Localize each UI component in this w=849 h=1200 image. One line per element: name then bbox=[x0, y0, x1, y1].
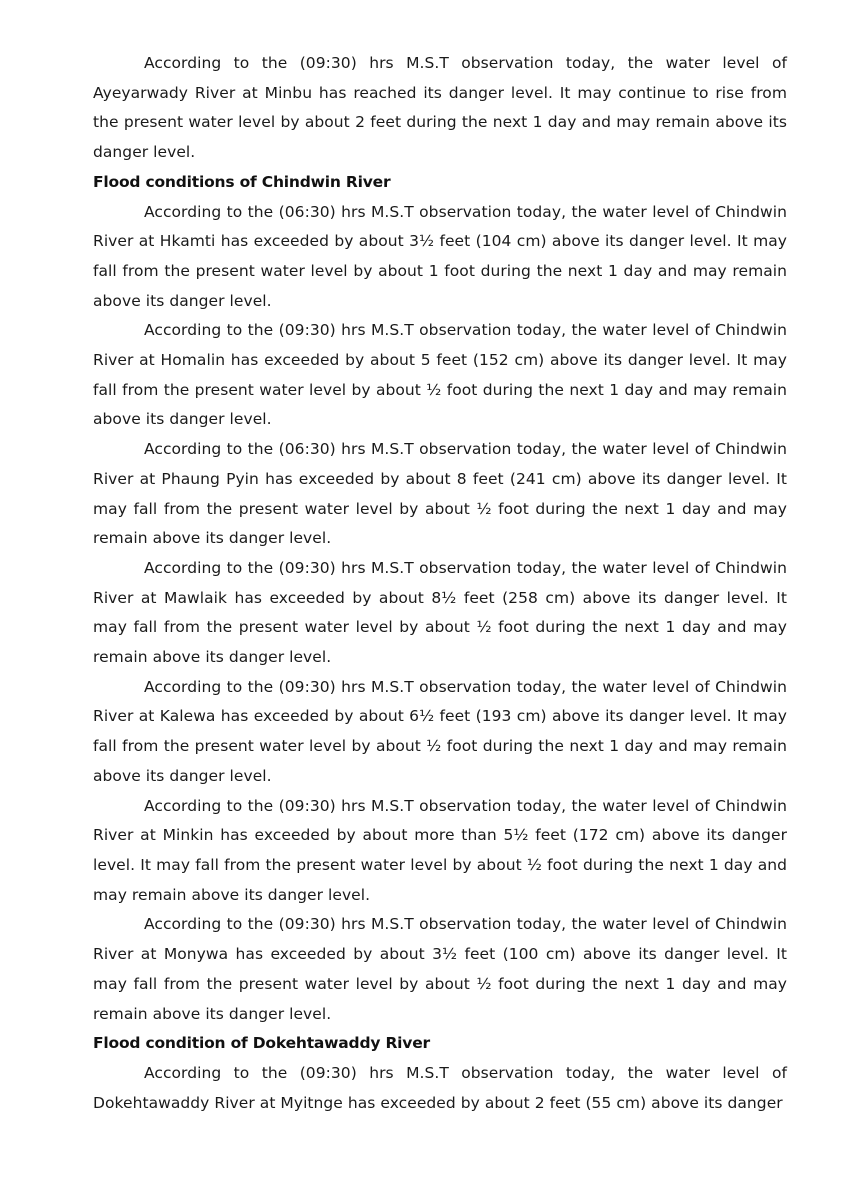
paragraph-minbu: According to the (09:30) hrs M.S.T observation today, the water level of Ayeyarwady River at Minbu has reached its danger level. It may continue to rise from the present water level by about 2 feet during the next 1 day and may remain above its danger level. bbox=[93, 54, 787, 162]
paragraph-phaung-pyin: According to the (06:30) hrs M.S.T observation today, the water level of Chindwin River at Phaung Pyin has exceeded by about 8 feet (241 cm) above its danger level. It may fall from the present water level by about ½ foot during the next 1 day and may remain above its danger level. bbox=[93, 440, 787, 548]
heading-dokehtawaddy: Flood condition of Dokehtawaddy River bbox=[93, 1034, 430, 1053]
paragraph-homalin: According to the (09:30) hrs M.S.T observation today, the water level of Chindwin River at Homalin has exceeded by about 5 feet (152 cm) above its danger level. It may fall from the present water level by about ½ foot during the next 1 day and may remain above its danger level. bbox=[93, 321, 787, 429]
heading-chindwin: Flood conditions of Chindwin River bbox=[93, 172, 391, 191]
paragraph-kalewa: According to the (09:30) hrs M.S.T observation today, the water level of Chindwin River at Kalewa has exceeded by about 6½ feet (193 cm) above its danger level. It may fall from the present water level by about ½ foot during the next 1 day and may remain above its danger level. bbox=[93, 677, 787, 785]
paragraph-hkamti: According to the (06:30) hrs M.S.T observation today, the water level of Chindwin River at Hkamti has exceeded by about 3½ feet (104 cm) above its danger level. It may fall from the present water level by about 1 foot during the next 1 day and may remain above its danger level. bbox=[93, 202, 787, 310]
document-page bbox=[93, 49, 787, 1118]
paragraph-monywa: According to the (09:30) hrs M.S.T observation today, the water level of Chindwin River at Monywa has exceeded by about 3½ feet (100 cm) above its danger level. It may fall from the present water level by about ½ foot during the next 1 day and may remain above its danger level. bbox=[93, 915, 787, 1023]
paragraph-mawlaik: According to the (09:30) hrs M.S.T observation today, the water level of Chindwin River at Mawlaik has exceeded by about 8½ feet (258 cm) above its danger level. It may fall from the present water level by about ½ foot during the next 1 day and may remain above its danger level. bbox=[93, 558, 787, 667]
paragraph-myitnge: According to the (09:30) hrs M.S.T observation today, the water level of Dokehtawaddy River at Myitnge has exceeded by about 2 feet (55 cm) above its danger bbox=[93, 1063, 787, 1112]
paragraph-minkin: According to the (09:30) hrs M.S.T observation today, the water level of Chindwin River at Minkin has exceeded by about more than 5½ feet (172 cm) above its danger level. It may fall from the present water level by about ½ foot during the next 1 day and may remain above its danger level. bbox=[93, 796, 787, 904]
